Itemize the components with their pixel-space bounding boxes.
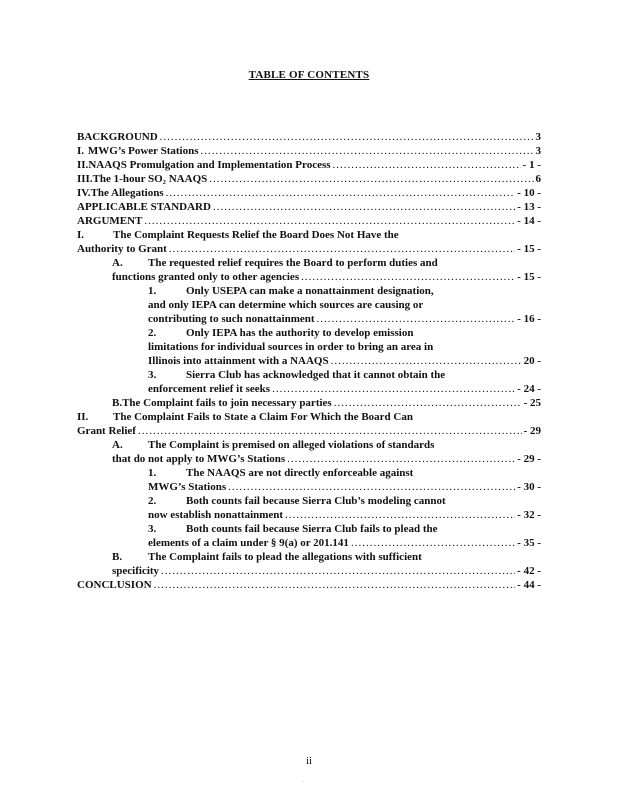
toc-entry	[148, 508, 541, 522]
toc-entry-page: 3	[535, 131, 541, 143]
toc-dot-leader	[169, 242, 515, 256]
toc-entry-text: Both counts fail because Sierra Club’s modeling cannot	[186, 495, 446, 507]
toc-dot-leader	[166, 186, 516, 200]
toc-entry-page: - 15 -	[517, 271, 541, 283]
toc-entry	[112, 452, 541, 466]
toc-entry-text: enforcement relief it seeks	[148, 383, 271, 395]
toc-entry-page: 20 -	[523, 355, 541, 367]
toc-dot-leader	[351, 536, 515, 550]
toc-entry-number: B.	[112, 551, 123, 563]
toc-entry-number: II.	[77, 411, 89, 423]
toc-dot-leader	[317, 312, 516, 326]
toc-entry-number: I.	[77, 229, 85, 241]
toc-entry-page: - 10 -	[517, 187, 541, 199]
toc-dot-leader	[200, 144, 533, 158]
toc-entry-page: - 35 -	[517, 537, 541, 549]
toc-entry	[148, 494, 541, 508]
toc-entry-text: APPLICABLE STANDARD	[77, 201, 211, 213]
toc-entry	[77, 186, 541, 200]
toc-entry-text: Illinois into attainment with a NAAQS	[148, 355, 329, 367]
toc-entry	[77, 410, 541, 424]
toc-entry-text: that do not apply to MWG’s Stations	[112, 453, 286, 465]
toc-entry-text: NAAQS Promulgation and Implementation Process	[88, 159, 331, 171]
toc-entry	[77, 228, 541, 242]
toc-entry-page: - 42 -	[517, 565, 541, 577]
toc-entry-number: 3.	[148, 523, 157, 535]
toc-entry-number: B.	[112, 397, 123, 409]
toc-dot-leader	[213, 200, 515, 214]
toc-entry	[112, 270, 541, 284]
toc-entry	[148, 382, 541, 396]
toc-entry-text: Only USEPA can make a nonattainment designation,	[186, 285, 434, 297]
toc-entry	[148, 536, 541, 550]
toc-entry-text: elements of a claim under § 9(a) or 201.141	[148, 537, 349, 549]
toc-dot-leader	[287, 452, 515, 466]
toc-entry-text: specificity	[112, 565, 160, 577]
toc-dot-leader	[144, 214, 515, 228]
toc-entry	[148, 312, 541, 326]
toc-entry	[148, 354, 541, 368]
toc-dot-leader	[331, 354, 522, 368]
toc-entry-text: The Complaint Requests Relief the Board Does Not Have the	[113, 229, 399, 241]
toc-dot-leader	[209, 172, 533, 186]
toc-entry	[77, 578, 541, 592]
toc-entry	[77, 214, 541, 228]
toc-entry-page: 3	[535, 145, 541, 157]
toc-entry-text: and only IEPA can determine which sources are causing or	[148, 299, 424, 311]
toc-entry-number: A.	[112, 257, 123, 269]
toc-entry	[148, 480, 541, 494]
toc-entry-text: The Complaint fails to plead the allegations with sufficient	[148, 551, 422, 563]
toc-entry-number: 2.	[148, 495, 157, 507]
toc-entry	[148, 522, 541, 536]
toc-entry-page: - 29	[523, 425, 541, 437]
toc-entry-text: CONCLUSION	[77, 579, 152, 591]
toc-dot-leader	[138, 424, 522, 438]
toc-entry-number: II.	[77, 159, 89, 171]
toc-entry-number: 1.	[148, 285, 157, 297]
toc-entry-page: - 44 -	[517, 579, 541, 591]
toc-entry-text: MWG’s Stations	[148, 481, 227, 493]
toc-entry-page: - 14 -	[517, 215, 541, 227]
toc-dot-leader	[301, 270, 515, 284]
toc-entry	[77, 158, 541, 172]
toc-entry	[77, 144, 541, 158]
toc-entry-number: 3.	[148, 369, 157, 381]
toc-dot-leader	[334, 396, 522, 410]
toc-entry-text: The Complaint Fails to State a Claim For Which the Board Can	[113, 411, 413, 423]
toc-entry-number: III.	[77, 173, 93, 185]
toc-entry	[77, 242, 541, 256]
toc-entry	[148, 326, 541, 340]
toc-entry	[112, 550, 541, 564]
toc-entry-page: - 32 -	[517, 509, 541, 521]
toc-entry-number: I.	[77, 145, 85, 157]
toc-entry-text: The Complaint is premised on alleged violations of standards	[148, 439, 435, 451]
toc-entry	[77, 200, 541, 214]
toc-entry	[148, 284, 541, 298]
toc-entry-page: - 13 -	[517, 201, 541, 213]
toc-entry-number: IV.	[77, 187, 91, 199]
toc-entry-text: limitations for individual sources in order to bring an area in	[148, 341, 434, 353]
page-mark: .	[302, 778, 304, 784]
toc-entry-text: Sierra Club has acknowledged that it cannot obtain the	[186, 369, 446, 381]
toc-entry-text: Grant Relief	[77, 425, 136, 437]
toc-title: TABLE OF CONTENTS	[248, 69, 370, 81]
toc-entry-text: The Complaint fails to join necessary parties	[122, 397, 332, 409]
toc-entry-text: now establish nonattainment	[148, 509, 284, 521]
toc-entry	[148, 368, 541, 382]
toc-entry	[112, 256, 541, 270]
toc-dot-leader	[161, 564, 515, 578]
toc-entry	[112, 564, 541, 578]
toc-entry-text: functions granted only to other agencies	[112, 271, 300, 283]
toc-entry-text: Only IEPA has the authority to develop emission	[186, 327, 414, 339]
toc-entry-page: - 15 -	[517, 243, 541, 255]
toc-dot-leader	[154, 578, 516, 592]
toc-entry	[77, 172, 541, 186]
toc-entry	[148, 298, 541, 312]
toc-entry-page: - 30 -	[517, 481, 541, 493]
toc-entry-text: MWG’s Power Stations	[87, 145, 199, 157]
toc-dot-leader	[285, 508, 515, 522]
toc-entry-text: Both counts fail because Sierra Club fails to plead the	[186, 523, 438, 535]
toc-entry-page: - 16 -	[517, 313, 541, 325]
toc-entry	[77, 424, 541, 438]
toc-entry-page: - 25	[523, 397, 541, 409]
toc-entry-text: BACKGROUND	[77, 131, 158, 143]
toc-entry-text: The NAAQS are not directly enforceable against	[186, 467, 414, 479]
toc-entry	[77, 130, 541, 144]
toc-entry-text: The 1-hour SO₂ NAAQS	[92, 173, 208, 185]
toc-entry	[148, 340, 541, 354]
toc-dot-leader	[228, 480, 515, 494]
toc-dot-leader	[160, 130, 534, 144]
toc-entry-text: contributing to such nonattainment	[148, 313, 315, 325]
toc-entry	[148, 466, 541, 480]
toc-entry	[112, 396, 541, 410]
toc-entry-text: The requested relief requires the Board to perform duties and	[148, 257, 438, 269]
toc-entry-text: The Allegations	[90, 187, 164, 199]
toc-entry-page: - 1 -	[522, 159, 541, 171]
toc-entry-number: A.	[112, 439, 123, 451]
toc-dot-leader	[272, 382, 515, 396]
toc-entry	[112, 438, 541, 452]
toc-entry-number: 2.	[148, 327, 157, 339]
toc-entry-page: - 29 -	[517, 453, 541, 465]
toc-dot-leader	[333, 158, 521, 172]
page-number: ii	[305, 755, 313, 767]
toc-entry-text: ARGUMENT	[77, 215, 143, 227]
toc-entry-page: 6	[535, 173, 541, 185]
toc-entry-number: 1.	[148, 467, 157, 479]
toc-entry-page: - 24 -	[517, 383, 541, 395]
toc-entry-text: Authority to Grant	[77, 243, 167, 255]
